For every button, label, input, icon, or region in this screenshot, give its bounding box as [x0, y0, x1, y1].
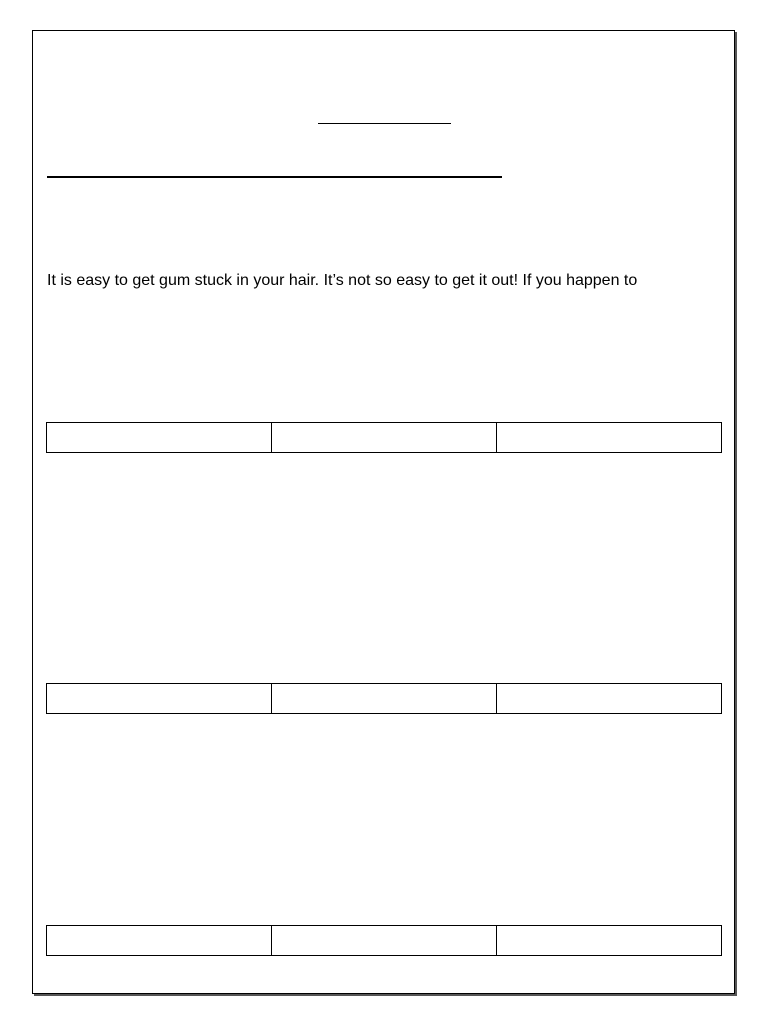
answer-cell: [272, 423, 497, 452]
intro-paragraph: It is easy to get gum stuck in your hair. It’s not so easy to get it out! If you happen to: [47, 272, 638, 289]
answer-cell: [272, 684, 497, 713]
answer-cell: [497, 684, 721, 713]
answer-table-2: [46, 683, 722, 714]
answer-cell: [47, 684, 272, 713]
answer-cell: [47, 926, 272, 955]
answer-cell: [497, 926, 721, 955]
name-blank-line: [47, 176, 502, 178]
page-border: [32, 30, 735, 994]
answer-table-3: [46, 925, 722, 956]
title-blank-line: [318, 123, 451, 124]
answer-table-1: [46, 422, 722, 453]
answer-cell: [47, 423, 272, 452]
answer-cell: [497, 423, 721, 452]
answer-cell: [272, 926, 497, 955]
